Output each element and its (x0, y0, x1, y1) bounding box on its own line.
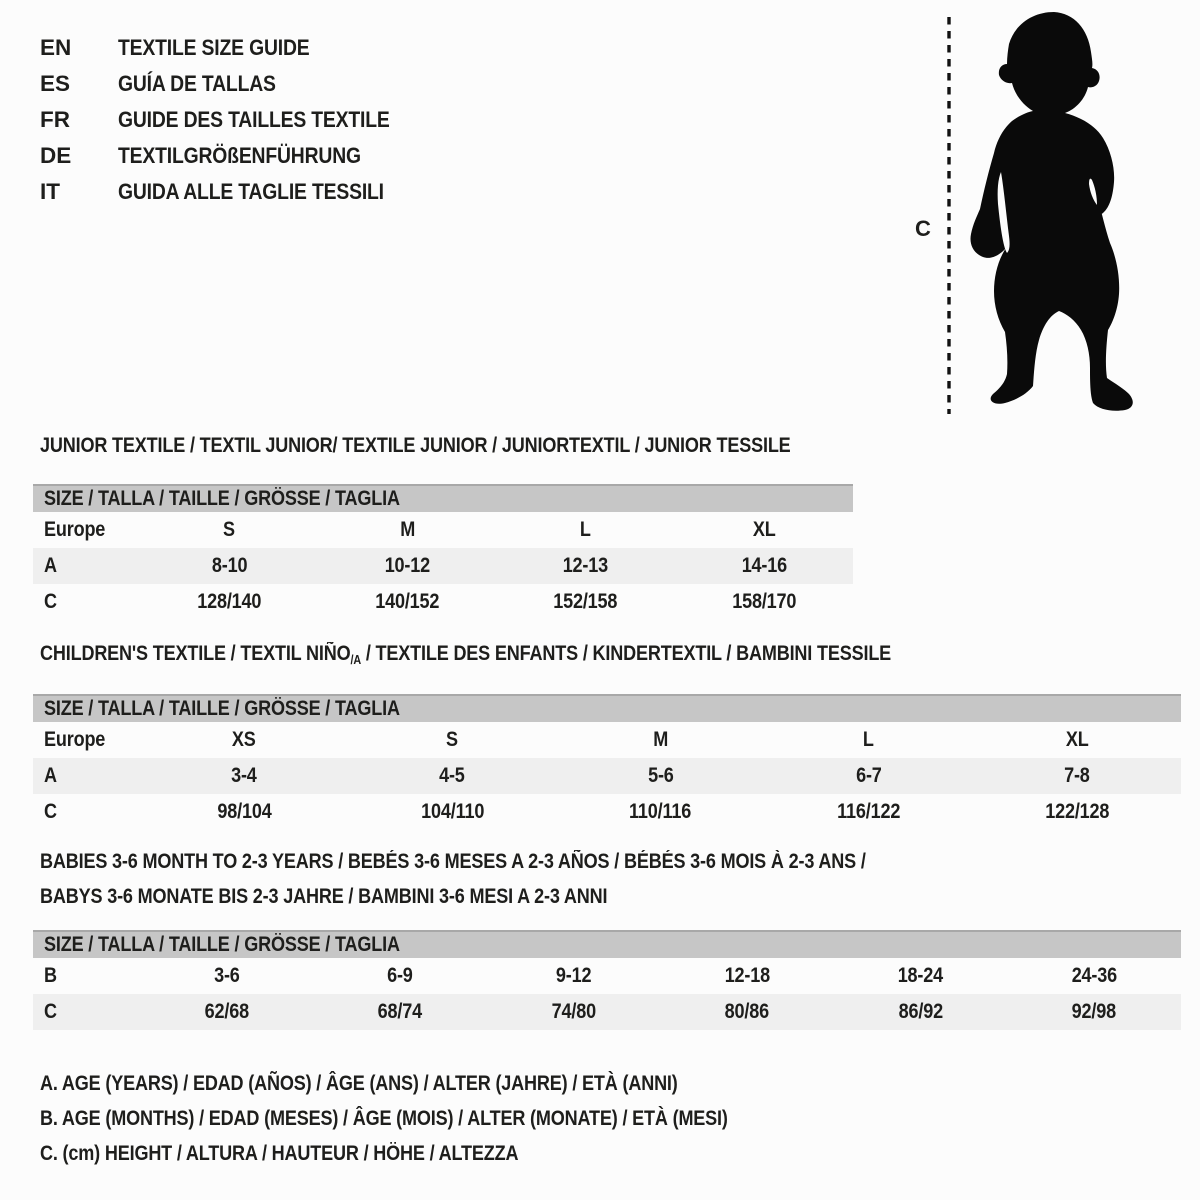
cell-value: 98/104 (216, 800, 272, 823)
cell-value: 140/152 (375, 590, 440, 613)
babies-heading-text-line1: BABIES 3-6 MONTH TO 2-3 YEARS / BEBÉS 3-6 MESES A 2-3 AÑOS / BÉBÉS 3-6 MOIS À 2-3 ANS / (40, 850, 866, 873)
table-cell (675, 554, 853, 578)
cell-value: 8-10 (211, 554, 247, 577)
cell-value: 5-6 (647, 764, 674, 787)
table-row-region (33, 722, 1181, 758)
table-cell (973, 764, 1181, 788)
table-cell (497, 518, 675, 542)
row-label: C (44, 1000, 57, 1023)
lang-code: DE (40, 143, 72, 168)
cell-value: 6-7 (855, 764, 882, 787)
table-cell (556, 728, 764, 752)
table-cell (834, 1000, 1008, 1024)
size-value: M (653, 728, 668, 751)
size-value: S (223, 518, 236, 541)
table-cell (140, 764, 348, 788)
junior-heading-text: JUNIOR TEXTILE / TEXTIL JUNIOR/ TEXTILE JUNIOR / JUNIORTEXTIL / JUNIOR TESSILE (40, 434, 791, 457)
table-cell (661, 1000, 835, 1024)
table-row-c (33, 994, 1181, 1030)
measurement-legend (40, 1066, 840, 1171)
lang-title: GUÍA DE TALLAS (118, 71, 276, 96)
children-heading-text (40, 642, 891, 672)
size-header-bar (33, 930, 1181, 958)
lang-title: GUIDE DES TAILLES TEXTILE (118, 107, 390, 132)
table-cell (675, 590, 853, 614)
table-row-b (33, 958, 1181, 994)
table-cell (140, 728, 348, 752)
table-cell (497, 554, 675, 578)
table-row-region (33, 512, 853, 548)
babies-section-heading-line1 (40, 850, 1000, 874)
cell-value: 9-12 (556, 964, 592, 987)
cell-value: 3-6 (213, 964, 240, 987)
cell-value: 158/170 (731, 590, 796, 613)
legend-line-b (40, 1101, 840, 1136)
baby-figure (898, 3, 1156, 431)
table-cell (556, 800, 764, 824)
lang-row-de (40, 138, 434, 174)
babies-section-heading-line2 (40, 885, 700, 909)
size-header-bar (33, 484, 853, 512)
region-label: Europe (44, 728, 106, 751)
figure-measure-label: C (915, 216, 931, 241)
table-cell (661, 964, 835, 988)
table-cell (140, 518, 318, 542)
table-cell (318, 518, 496, 542)
table-cell (314, 964, 488, 988)
cell-value: 80/86 (725, 1000, 770, 1023)
lang-title: TEXTILGRÖßENFÜHRUNG (118, 143, 361, 168)
cell-value: 104/110 (420, 800, 484, 823)
row-label-cell (33, 964, 140, 988)
cell-value: 24-36 (1071, 964, 1117, 987)
babies-size-table (33, 930, 1181, 1030)
cell-value: 62/68 (204, 1000, 249, 1023)
children-heading-subscript: /A (350, 653, 362, 668)
lang-code: FR (40, 107, 70, 132)
region-label: Europe (44, 518, 106, 541)
cell-value: 122/128 (1044, 800, 1109, 823)
table-cell (318, 590, 496, 614)
row-label-cell (33, 590, 140, 614)
lang-row-it (40, 174, 434, 210)
table-cell (487, 964, 661, 988)
size-value: L (580, 518, 592, 541)
row-label: A (44, 554, 57, 577)
cell-value: 74/80 (551, 1000, 596, 1023)
table-cell (314, 1000, 488, 1024)
table-cell (973, 800, 1181, 824)
size-value: XL (752, 518, 776, 541)
size-value: M (399, 518, 415, 541)
size-header-label: SIZE / TALLA / TAILLE / GRÖSSE / TAGLIA (44, 697, 400, 720)
table-cell (348, 764, 556, 788)
table-cell (140, 1000, 314, 1024)
junior-section-heading (40, 434, 913, 458)
size-value: XS (232, 728, 256, 751)
row-label: C (44, 800, 57, 823)
lang-row-fr (40, 102, 434, 138)
lang-title: GUIDA ALLE TAGLIE TESSILI (118, 179, 384, 204)
cell-value: 3-4 (231, 764, 257, 787)
table-cell (318, 554, 496, 578)
children-size-table (33, 694, 1181, 830)
table-cell (1008, 1000, 1182, 1024)
row-label-cell (33, 518, 140, 542)
cell-value: 92/98 (1072, 1000, 1117, 1023)
table-cell (765, 728, 973, 752)
table-row-a (33, 758, 1181, 794)
lang-row-es (40, 66, 434, 102)
row-label-cell (33, 764, 140, 788)
table-cell (765, 764, 973, 788)
cell-value: 4-5 (439, 764, 466, 787)
row-label: C (44, 590, 57, 613)
cell-value: 12-18 (724, 964, 770, 987)
table-cell (348, 728, 556, 752)
legend-text-c: C. (cm) HEIGHT / ALTURA / HAUTEUR / HÖHE / ALTEZZA (40, 1141, 519, 1165)
row-label-cell (33, 728, 140, 752)
lang-code: EN (40, 35, 72, 60)
cell-value: 116/122 (837, 800, 901, 823)
toddler-silhouette-icon (898, 3, 1156, 431)
row-label: A (44, 764, 57, 787)
cell-value: 110/116 (629, 800, 692, 823)
size-value: S (446, 728, 459, 751)
children-heading-post: / TEXTILE DES ENFANTS / KINDERTEXTIL / BAMBINI TESSILE (361, 642, 892, 665)
lang-row-en (40, 30, 434, 66)
lang-code: ES (40, 71, 71, 96)
table-cell (765, 800, 973, 824)
language-title-block (40, 30, 434, 210)
size-header-bar (33, 694, 1181, 722)
cell-value: 86/92 (898, 1000, 943, 1023)
row-label: B (44, 964, 57, 987)
size-header-label: SIZE / TALLA / TAILLE / GRÖSSE / TAGLIA (44, 933, 400, 956)
table-cell (834, 964, 1008, 988)
cell-value: 18-24 (898, 964, 944, 987)
junior-size-table (33, 484, 853, 620)
cell-value: 68/74 (378, 1000, 423, 1023)
legend-text-a: A. AGE (YEARS) / EDAD (AÑOS) / ÂGE (ANS) / ALTER (JAHRE) / ETÀ (ANNI) (40, 1071, 678, 1095)
children-section-heading (40, 642, 1030, 672)
table-cell (140, 590, 318, 614)
size-header-label: SIZE / TALLA / TAILLE / GRÖSSE / TAGLIA (44, 487, 400, 510)
legend-line-c (40, 1136, 840, 1171)
table-cell (140, 554, 318, 578)
cell-value: 128/140 (197, 590, 262, 613)
cell-value: 14-16 (741, 554, 787, 577)
table-cell (348, 800, 556, 824)
cell-value: 152/158 (553, 590, 618, 613)
legend-line-a (40, 1066, 840, 1101)
table-row-c (33, 584, 853, 620)
row-label-cell (33, 1000, 140, 1024)
row-label-cell (33, 800, 140, 824)
lang-title: TEXTILE SIZE GUIDE (118, 35, 310, 60)
table-cell (140, 800, 348, 824)
size-value: L (863, 728, 875, 751)
table-cell (973, 728, 1181, 752)
table-cell (487, 1000, 661, 1024)
cell-value: 6-9 (387, 964, 414, 987)
table-cell (556, 764, 764, 788)
babies-heading-text-line2: BABYS 3-6 MONATE BIS 2-3 JAHRE / BAMBINI 3-6 MESI A 2-3 ANNI (40, 885, 608, 908)
table-cell (1008, 964, 1182, 988)
cell-value: 12-13 (562, 554, 609, 577)
size-value: XL (1065, 728, 1089, 751)
cell-value: 10-12 (384, 554, 431, 577)
children-heading-pre: CHILDREN'S TEXTILE / TEXTIL NIÑO (40, 642, 351, 665)
table-cell (675, 518, 853, 542)
table-row-c (33, 794, 1181, 830)
lang-code: IT (40, 179, 60, 204)
legend-text-b: B. AGE (MONTHS) / EDAD (MESES) / ÂGE (MOIS) / ALTER (MONATE) / ETÀ (MESI) (40, 1106, 728, 1130)
table-cell (140, 964, 314, 988)
table-row-a (33, 548, 853, 584)
cell-value: 7-8 (1064, 764, 1090, 787)
table-cell (497, 590, 675, 614)
row-label-cell (33, 554, 140, 578)
